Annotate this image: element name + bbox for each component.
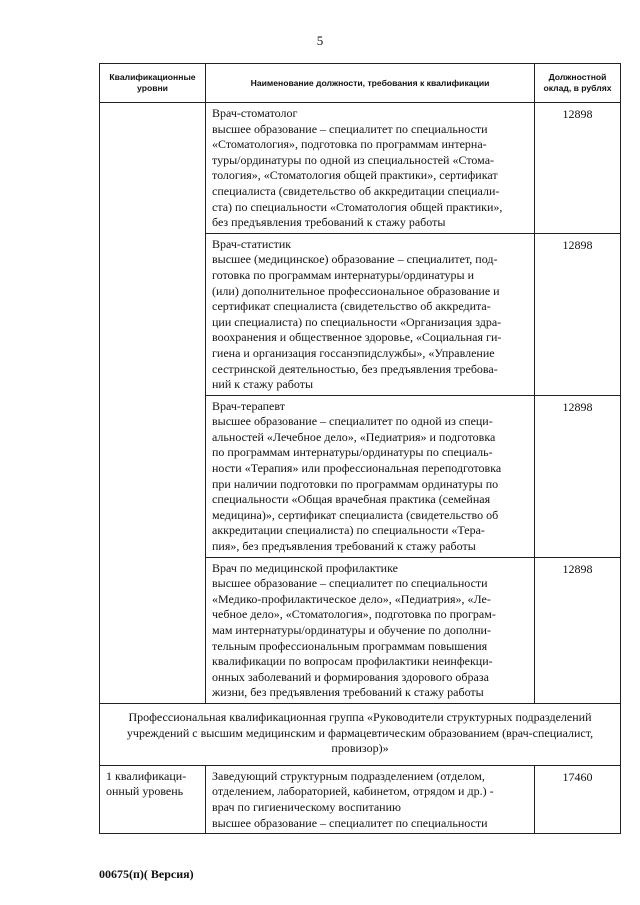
position-head-of-unit (206, 765, 535, 833)
qualification-level (100, 765, 206, 833)
desc-line: чебное дело», «Стоматология», подготовка по програм- (212, 607, 496, 622)
table-row (100, 765, 621, 833)
empty-level-cell (100, 103, 206, 704)
desc-line: жизни, без предъявления требований к стажу работы (212, 685, 484, 700)
desc-line: туры/ординатуры по одной из специальностей «Стома- (212, 152, 495, 167)
position-prevention-doctor (206, 557, 535, 703)
desc-line: высшее (медицинское) образование – специалитет, под- (212, 252, 498, 267)
desc-line: специалиста (свидетельство об аккредитации специали- (212, 183, 500, 198)
desc-line: Врач по медицинской профилактике (212, 560, 398, 575)
desc-line: «Медико-профилактическое дело», «Педиатрия», «Ле- (212, 591, 491, 606)
desc-line: по программам интернатуры/ординатуры по специаль- (212, 445, 493, 460)
desc-line: онных заболеваний и формирования здорового образа (212, 669, 489, 684)
desc-line: высшее образование – специалитет по специальности (212, 815, 488, 830)
table-row (100, 103, 621, 234)
salary-value: 12898 (535, 103, 621, 234)
salary-value: 17460 (535, 765, 621, 833)
header-text: Должностной (548, 72, 607, 82)
desc-line: высшее образование – специалитет по специальности (212, 121, 488, 136)
desc-line: тология», «Стоматология общей практики», сертификат (212, 168, 498, 183)
position-statistician (206, 233, 535, 395)
desc-line: аккредитации специалиста) по специальности «Тера- (212, 523, 485, 538)
desc-line: воохранения и общественное здоровье, «Социальная ги- (212, 330, 502, 345)
desc-line: сертификат специалиста (свидетельство об аккредита- (212, 299, 491, 314)
group-line: Профессиональная квалификационная группа «Руководители структурных подразделений (128, 709, 592, 724)
salary-value: 12898 (535, 395, 621, 557)
desc-line: ности «Терапия» или профессиональная переподготовка (212, 461, 502, 476)
position-dentist (206, 103, 535, 234)
desc-line: сестринской деятельностью, без предъявления требова- (212, 361, 498, 376)
desc-line: Заведующий структурным подразделением (отделом, (212, 768, 485, 783)
desc-line: готовка по программам интернатуры/ординатуры и (212, 267, 475, 282)
header-text: уровни (137, 83, 168, 93)
desc-line: высшее образование – специалитет по специальности (212, 576, 488, 591)
header-text: оклад, в рублях (543, 83, 612, 93)
desc-line: альностей «Лечебное дело», «Педиатрия» и подготовка (212, 429, 496, 444)
document-code: 00675(п)( Версия) (99, 867, 194, 881)
header-qualification-levels (100, 64, 206, 103)
desc-line: мам интернатуры/ординатуры и обучение по дополни- (212, 623, 491, 637)
group-line: провизор)» (331, 741, 389, 756)
qualification-table (99, 63, 621, 834)
desc-line: специальности «Общая врачебная практика (семейная (212, 492, 491, 507)
desc-line: ний к стажу работы (212, 377, 314, 392)
desc-line: отделением, лабораторией, кабинетом, отрядом и др.) - (212, 784, 494, 799)
level-line: онный уровень (106, 784, 184, 799)
desc-line: тельным профессиональным программам повышения (212, 638, 488, 653)
desc-line: Врач-терапевт (212, 398, 285, 413)
header-text: Квалификационные (109, 72, 196, 82)
group-row (100, 703, 621, 765)
desc-line: гиена и организация госсанэпидслужбы», «Управление (212, 345, 495, 360)
desc-line: ции специалиста) по специальности «Организация здра- (212, 314, 502, 329)
desc-line: без предъявления требований к стажу работы (212, 215, 446, 230)
group-line: учреждений с высшим медицинским и фармацевтическим образованием (врач-специалист, (126, 725, 594, 740)
desc-line: квалификации по вопросам профилактики неинфекци- (212, 654, 493, 669)
salary-value: 12898 (535, 557, 621, 703)
desc-line: высшее образование – специалитет по одной из специ- (212, 414, 493, 429)
desc-line: медицина)», сертификат специалиста (свидетельство об (212, 507, 499, 522)
header-position-name: Наименование должности, требования к квалификации (206, 64, 535, 103)
salary-value: 12898 (535, 233, 621, 395)
qualification-group-title (100, 703, 621, 765)
desc-line: (или) дополнительное профессиональное образование и (212, 283, 500, 298)
table-header-row (100, 64, 621, 103)
desc-line: ста) по специальности «Стоматология общей практики», (212, 199, 503, 214)
position-therapist (206, 395, 535, 557)
page-number: 5 (316, 33, 324, 48)
header-salary (535, 64, 621, 103)
level-line: 1 квалификаци- (106, 768, 187, 783)
desc-line: Врач-статистик (212, 236, 292, 251)
desc-line: пия», без предъявления требований к стажу работы (212, 539, 476, 554)
desc-line: врач по гигиеническому воспитанию (212, 799, 401, 814)
desc-line: при наличии подготовки по программам ординатуры по (212, 476, 499, 491)
desc-line: «Стоматология», подготовка по программам интерна- (212, 137, 487, 152)
desc-line: Врач-стоматолог (212, 106, 298, 120)
